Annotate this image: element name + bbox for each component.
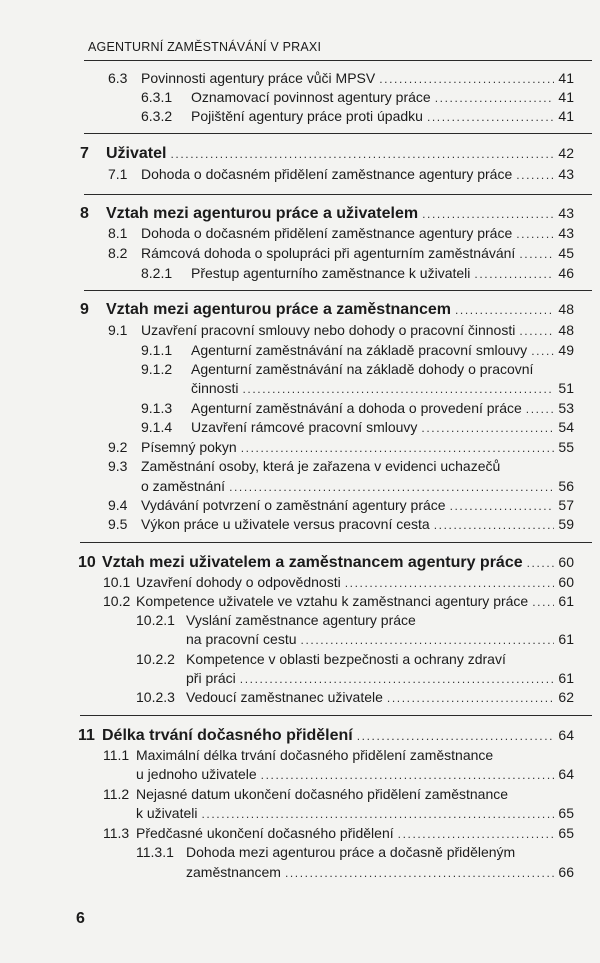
entry-number: 8.2.1 — [141, 265, 173, 281]
entry-title: Agenturní zaměstnávání a dohoda o provedení práce — [191, 400, 522, 416]
entry-page: 48 — [558, 322, 574, 338]
entry-number: 11.3 — [103, 825, 130, 841]
chapter-title: Vztah mezi agenturou práce a uživatelem — [106, 205, 419, 222]
entry-title: Vedoucí zaměstnanec uživatele — [186, 689, 383, 705]
entry-title-line1: Dohoda mezi agenturou práce a dočasně přiděleným — [186, 844, 516, 860]
chapter-rule — [84, 133, 592, 134]
entry-title: Vydávání potvrzení o zaměstnání agentury práce — [141, 497, 446, 513]
page-number: 6 — [76, 910, 85, 927]
leader-dots — [516, 165, 554, 185]
leader-dots — [345, 573, 554, 593]
entry-page: 43 — [558, 166, 574, 182]
entry-number: 8.2 — [108, 245, 128, 261]
entry-number: 6.3.2 — [141, 108, 173, 124]
leader-dots — [519, 244, 554, 264]
leader-dots — [532, 592, 554, 612]
toc-entry — [141, 398, 574, 419]
entry-title-line2: zaměstnancem — [186, 864, 281, 880]
toc-chapter — [78, 725, 574, 746]
toc-entry-first-line — [103, 784, 508, 804]
entry-number: 10.2 — [103, 593, 131, 609]
chapter-number: 9 — [80, 301, 89, 318]
leader-dots — [421, 418, 554, 438]
chapter-rule — [84, 290, 592, 291]
chapter-title: Vztah mezi agenturou práce a zaměstnancem — [106, 301, 451, 318]
toc-entry — [108, 68, 574, 89]
entry-page: 41 — [558, 89, 574, 105]
entry-title: Uzavření rámcové pracovní smlouvy — [191, 419, 418, 435]
entry-title-line2: o zaměstnání — [141, 478, 226, 494]
leader-dots — [474, 264, 554, 284]
entry-title-line2: na pracovní cestu — [186, 631, 297, 647]
entry-title: Výkon práce u uživatele versus pracovní cesta — [141, 516, 430, 532]
entry-title: Dohoda o dočasném přidělení zaměstnance agentury práce — [141, 166, 513, 182]
entry-page: 48 — [558, 301, 574, 317]
leader-dots — [285, 863, 554, 883]
entry-page: 42 — [558, 145, 574, 161]
leader-dots — [516, 224, 554, 244]
entry-number: 10.2.3 — [136, 689, 175, 705]
entry-number: 6.3 — [108, 70, 128, 86]
toc-chapter — [80, 299, 574, 320]
entry-page: 51 — [558, 380, 574, 396]
entry-title: Předčasné ukončení dočasného přidělení — [136, 825, 394, 841]
entry-title-line1: Maximální délka trvání dočasného přidělení zaměstnance — [136, 747, 494, 763]
entry-number: 9.2 — [108, 439, 128, 455]
entry-page: 64 — [558, 727, 574, 743]
toc-entry — [103, 823, 574, 844]
toc-entry-first-line — [136, 649, 506, 669]
leader-dots — [398, 824, 554, 844]
entry-title-line1: Kompetence v oblasti bezpečnosti a ochrany zdraví — [186, 651, 506, 667]
entry-number: 6.3.1 — [141, 89, 173, 105]
leader-dots — [527, 553, 554, 573]
chapter-number: 8 — [80, 205, 89, 222]
leader-dots — [531, 341, 554, 361]
header-rule — [84, 60, 592, 61]
leader-dots — [241, 438, 554, 458]
leader-dots — [387, 688, 554, 708]
entry-title: Dohoda o dočasném přidělení zaměstnance agentury práce — [141, 225, 513, 241]
chapter-number: 7 — [80, 145, 89, 162]
chapter-rule — [80, 715, 592, 716]
toc-entry — [103, 591, 574, 612]
entry-title-line2: činnosti — [191, 380, 239, 396]
entry-number: 11.3.1 — [136, 844, 174, 860]
entry-title-line2: při práci — [186, 670, 236, 686]
entry-page: 46 — [558, 265, 574, 281]
toc-entry-first-line — [108, 456, 500, 476]
entry-page: 62 — [558, 689, 574, 705]
toc-entry — [108, 223, 574, 244]
toc-entry — [108, 164, 574, 185]
toc-entry — [141, 87, 574, 108]
leader-dots — [229, 477, 554, 497]
leader-dots — [240, 669, 554, 689]
entry-title: Pojištění agentury práce proti úpadku — [191, 108, 423, 124]
entry-page: 65 — [558, 805, 574, 821]
leader-dots — [435, 88, 554, 108]
leader-dots — [434, 515, 554, 535]
toc-entry — [136, 764, 574, 785]
entry-page: 57 — [558, 497, 574, 513]
entry-title-line1: Vyslání zaměstnance agentury práce — [186, 612, 416, 628]
toc-entry — [108, 495, 574, 516]
entry-number: 9.5 — [108, 516, 128, 532]
entry-page: 61 — [558, 593, 574, 609]
entry-number: 8.1 — [108, 225, 128, 241]
entry-number: 10.2.1 — [136, 612, 175, 628]
entry-page: 55 — [558, 439, 574, 455]
leader-dots — [450, 496, 554, 516]
toc-entry — [136, 803, 574, 824]
entry-title: Písemný pokyn — [141, 439, 237, 455]
entry-title: Uzavření pracovní smlouvy nebo dohody o pracovní činnosti — [141, 322, 516, 338]
entry-page: 65 — [558, 825, 574, 841]
leader-dots — [422, 204, 554, 224]
entry-title-line1: Agenturní zaměstnávání na základě dohody o pracovní — [191, 361, 534, 377]
entry-page: 41 — [558, 108, 574, 124]
toc-chapter — [80, 143, 574, 164]
entry-title: Uzavření dohody o odpovědnosti — [136, 574, 341, 590]
toc-chapter — [80, 203, 574, 224]
leader-dots — [170, 144, 554, 164]
leader-dots — [526, 399, 554, 419]
toc-entry — [108, 243, 574, 264]
toc-entry — [108, 514, 574, 535]
entry-title: Agenturní zaměstnávání na základě pracovní smlouvy — [191, 342, 528, 358]
entry-page: 61 — [558, 670, 574, 686]
toc-entry — [136, 687, 574, 708]
entry-title-line1: Zaměstnání osoby, která je zařazena v evidenci uchazečů — [141, 458, 501, 474]
chapter-title: Vztah mezi uživatelem a zaměstnancem agentury práce — [102, 554, 523, 571]
toc-entry — [108, 437, 574, 458]
entry-number: 7.1 — [108, 166, 128, 182]
entry-page: 61 — [558, 631, 574, 647]
entry-title: Přestup agenturního zaměstnance k uživateli — [191, 265, 471, 281]
entry-page: 53 — [558, 400, 574, 416]
toc-entry-first-line — [136, 610, 416, 630]
entry-page: 49 — [558, 342, 574, 358]
chapter-title: Uživatel — [106, 145, 167, 162]
toc-entry-first-line — [103, 745, 493, 765]
toc-entry-first-line — [136, 842, 515, 862]
toc-entry — [103, 572, 574, 593]
entry-number: 10.1 — [103, 574, 131, 590]
leader-dots — [201, 804, 554, 824]
toc-entry — [108, 320, 574, 341]
entry-number: 9.1 — [108, 322, 128, 338]
entry-title: Kompetence uživatele ve vztahu k zaměstnanci agentury práce — [136, 593, 529, 609]
chapter-rule — [84, 194, 592, 195]
chapter-rule — [80, 542, 592, 543]
entry-title: Oznamovací povinnost agentury práce — [191, 89, 431, 105]
entry-page: 66 — [558, 864, 574, 880]
leader-dots — [357, 726, 554, 746]
leader-dots — [455, 300, 554, 320]
chapter-number: 10 — [78, 554, 96, 571]
entry-number: 11.2 — [103, 786, 130, 802]
entry-number: 9.4 — [108, 497, 128, 513]
entry-title-line2: u jednoho uživatele — [136, 766, 257, 782]
entry-title-line1: Nejasné datum ukončení dočasného přidělení zaměstnance — [136, 786, 509, 802]
entry-title: Povinnosti agentury práce vůči MPSV — [141, 70, 376, 86]
toc-entry — [141, 263, 574, 284]
running-header: AGENTURNÍ ZAMĚSTNÁVÁNÍ V PRAXI — [88, 40, 322, 54]
toc-entry-first-line — [141, 359, 533, 379]
toc-chapter — [78, 552, 574, 573]
leader-dots — [427, 107, 554, 127]
entry-number: 9.1.1 — [141, 342, 173, 358]
toc-entry — [141, 476, 574, 497]
entry-number: 9.1.4 — [141, 419, 173, 435]
entry-number: 9.3 — [108, 458, 128, 474]
toc-entry — [141, 340, 574, 361]
entry-page: 56 — [558, 478, 574, 494]
entry-number: 9.1.3 — [141, 400, 173, 416]
chapter-title: Délka trvání dočasného přidělení — [102, 727, 353, 744]
entry-page: 59 — [558, 516, 574, 532]
leader-dots — [519, 321, 554, 341]
entry-page: 60 — [558, 554, 574, 570]
entry-page: 45 — [558, 245, 574, 261]
toc-entry — [141, 106, 574, 127]
entry-page: 43 — [558, 225, 574, 241]
leader-dots — [242, 379, 554, 399]
entry-page: 41 — [558, 70, 574, 86]
leader-dots — [301, 630, 554, 650]
entry-number: 11.1 — [103, 747, 130, 763]
leader-dots — [261, 765, 554, 785]
entry-page: 64 — [558, 766, 574, 782]
toc-entry — [186, 668, 574, 689]
entry-page: 54 — [558, 419, 574, 435]
entry-page: 43 — [558, 205, 574, 221]
toc-entry — [141, 417, 574, 438]
entry-title-line2: k uživateli — [136, 805, 198, 821]
entry-number: 9.1.2 — [141, 361, 173, 377]
chapter-number: 11 — [78, 727, 95, 744]
entry-number: 10.2.2 — [136, 651, 175, 667]
toc-entry — [186, 862, 574, 883]
entry-page: 60 — [558, 574, 574, 590]
leader-dots — [379, 69, 554, 89]
toc-entry — [191, 378, 574, 399]
toc-entry — [186, 629, 574, 650]
entry-title: Rámcová dohoda o spolupráci při agenturním zaměstnávání — [141, 245, 516, 261]
